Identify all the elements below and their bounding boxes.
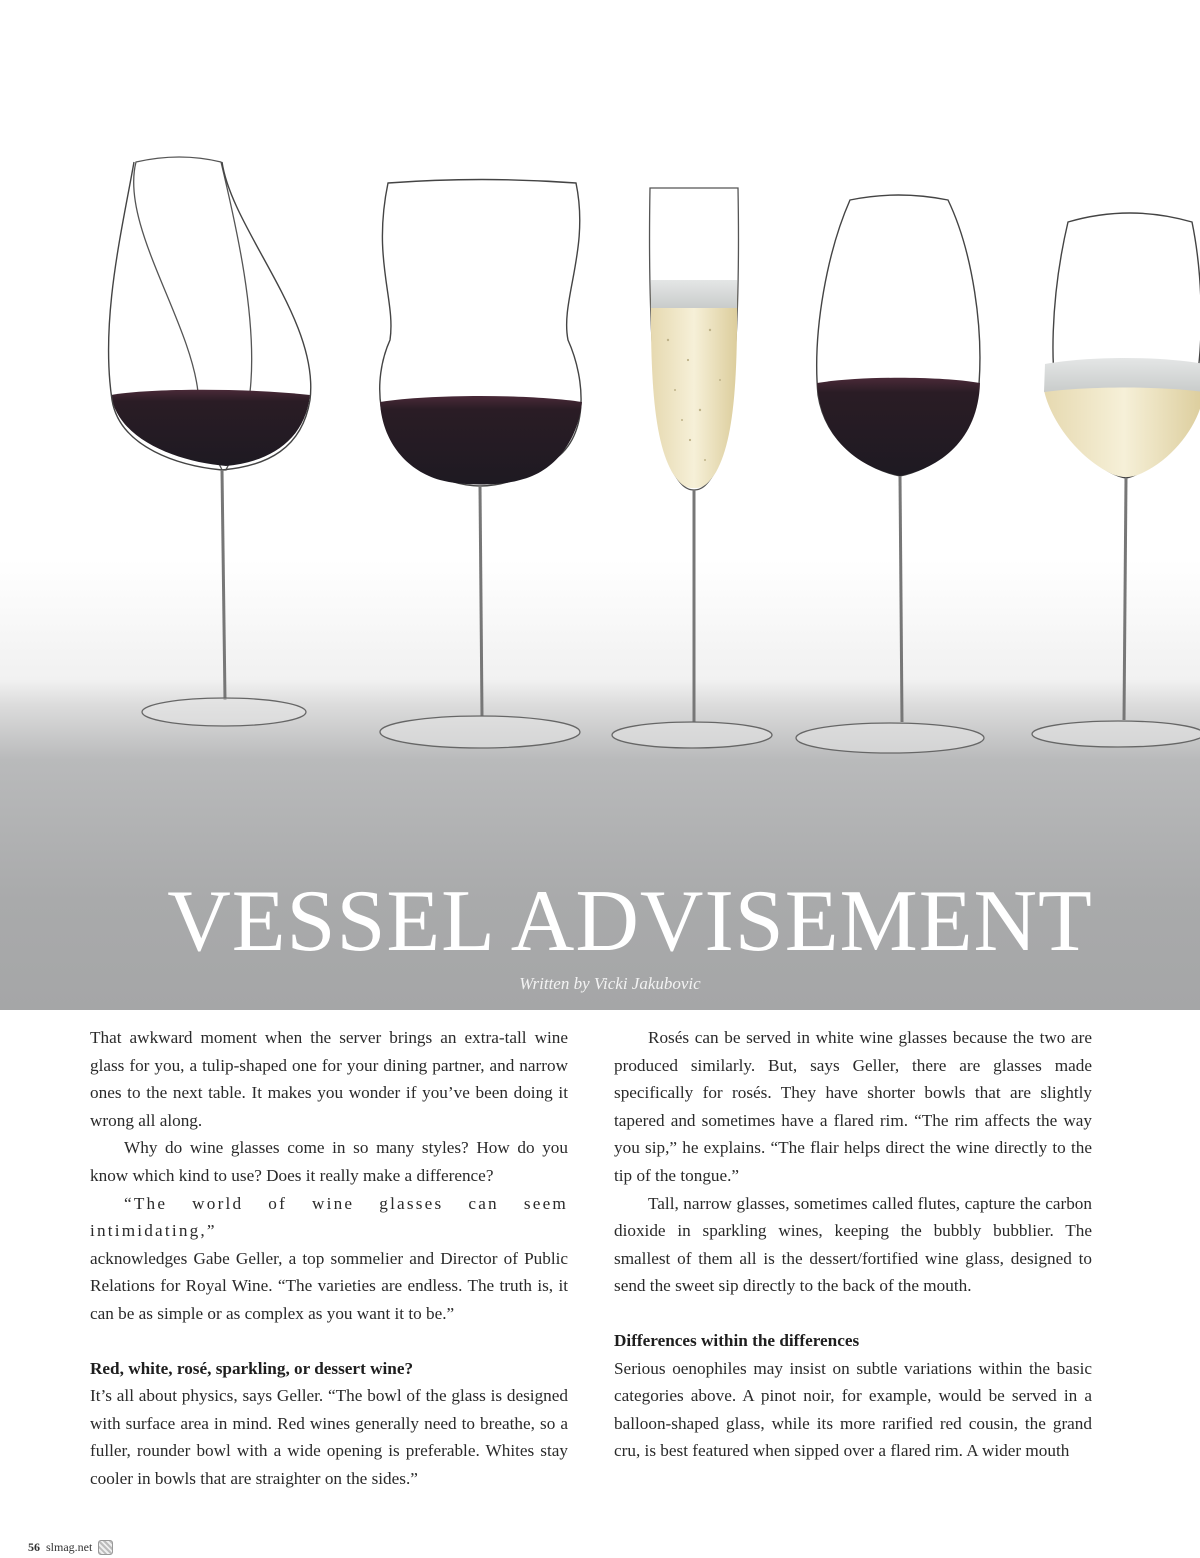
right-paragraph-3: Serious oenophiles may insist on subtle variations within the basic categories above. A pinot noir, for example, would be served in a balloon-shaped glass, while its more rarified red cousin, the grand cru, is best featured when sipped over a flared rim. A wider mouth (614, 1358, 1092, 1461)
magazine-logo-icon (98, 1540, 113, 1555)
left-paragraph-4: It’s all about physics, says Geller. “The bowl of the glass is designed with surface area in mind. Red wines generally need to breathe, so a fuller, rounder bowl with a wide opening is preferable. Whites stay cooler in bowls that are straighter on the sides.” (90, 1386, 568, 1488)
left-paragraph-3-lead: “The world of wine glasses can seem intimidating,” (90, 1193, 568, 1241)
left-column (90, 1024, 568, 1493)
site-name: slmag.net (46, 1540, 93, 1554)
champagne-flute-icon (612, 188, 772, 748)
section-heading-differences: Differences within the differences (614, 1330, 860, 1350)
page-footer (28, 1540, 113, 1555)
section-heading-wine-types: Red, white, rosé, sparkling, or dessert wine? (90, 1358, 414, 1378)
wine-glass-icon (380, 180, 582, 749)
right-paragraph-1: Rosés can be served in white wine glasses because the two are produced similarly. But, says Geller, there are glasses made specifically for rosés. They have shorter bowls that are slightly tapered and sometimes have a flared rim. “The rim affects the way you sip,” he explains. “The flair helps direct the wine directly to the tip of the tongue.” (614, 1028, 1092, 1185)
left-paragraph-1: That awkward moment when the server brings an extra-tall wine glass for you, a tulip-shaped one for your dining partner, and narrow ones to the next table. It makes you wonder if you’ve been doing it wrong all along. (90, 1028, 568, 1130)
wine-glass-icon (796, 195, 984, 753)
left-paragraph-2: Why do wine glasses come in so many styles? How do you know which kind to use? Does it really make a difference? (90, 1138, 568, 1185)
page-number: 56 (28, 1540, 40, 1554)
article-byline: Written by Vicki Jakubovic (519, 974, 701, 993)
article-title: VESSEL ADVISEMENT (167, 873, 1093, 970)
right-column (614, 1024, 1092, 1465)
wine-glass-icon (109, 157, 311, 726)
right-paragraph-2: Tall, narrow glasses, sometimes called flutes, capture the carbon dioxide in sparkling wines, keeping the bubbly bubblier. The smallest of them all is the dessert/fortified wine glass, designed to send the sweet sip directly to the back of the mouth. (614, 1193, 1092, 1296)
left-paragraph-3: acknowledges Gabe Geller, a top sommelier and Director of Public Relations for Royal Wine. “The varieties are endless. The truth is, it can be as simple or as complex as you want it to be.” (90, 1248, 568, 1323)
sparkling-glass-icon (1032, 213, 1200, 747)
